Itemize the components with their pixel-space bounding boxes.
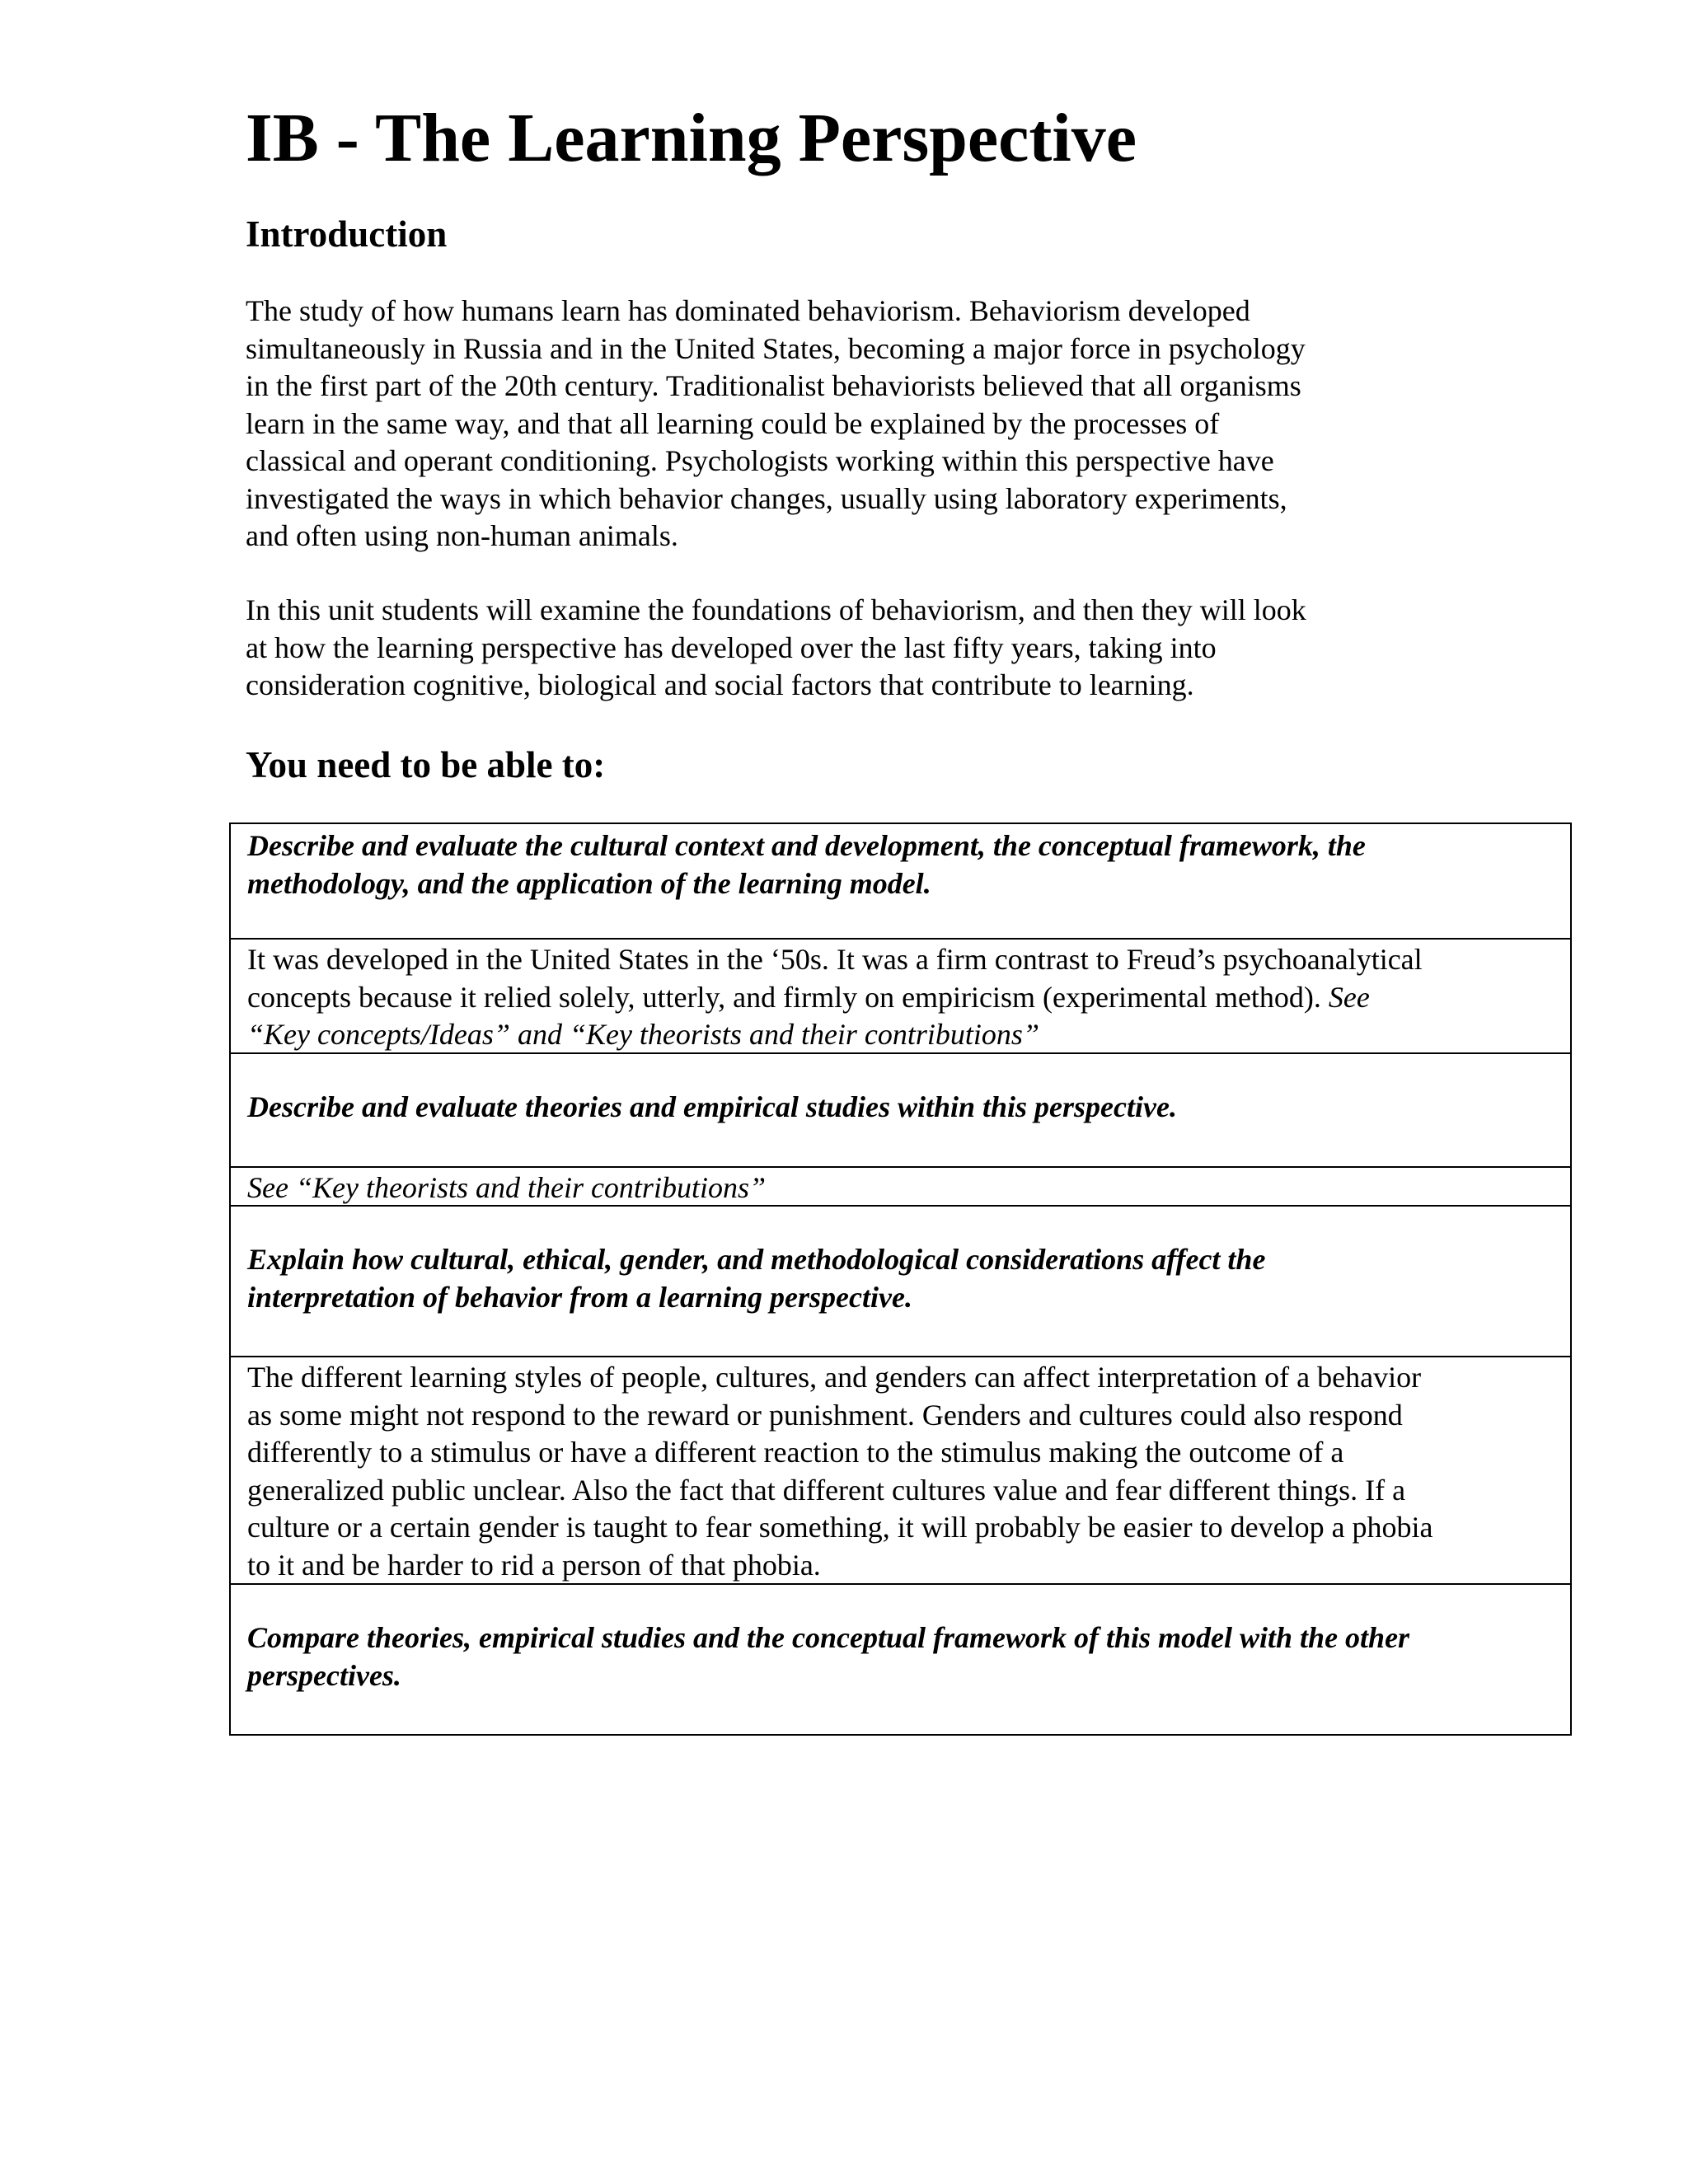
text-line: The study of how humans learn has dominated behaviorism. Behaviorism developed xyxy=(246,294,1250,327)
text-line xyxy=(247,979,1423,1017)
text-line: Describe and evaluate the cultural context and development, the conceptual framework, the xyxy=(247,829,1366,862)
text-line: interpretation of behavior from a learning perspective. xyxy=(247,1280,912,1314)
text-line: generalized public unclear. Also the fact that different cultures value and fear different things. If a xyxy=(247,1473,1406,1507)
text-line: methodology, and the application of the learning model. xyxy=(247,866,931,900)
intro-paragraph-2 xyxy=(246,592,1449,705)
answer-cell-1 xyxy=(231,940,1570,1054)
text-run: concepts because it relied solely, utterly, and firmly on empiricism (experimental method). xyxy=(247,980,1329,1014)
objective-cell-3 xyxy=(231,1207,1570,1357)
text-line: and often using non-human animals. xyxy=(246,519,678,552)
text-line: simultaneously in Russia and in the United States, becoming a major force in psychology xyxy=(246,331,1306,365)
text-line: Compare theories, empirical studies and the conceptual framework of this model with the other xyxy=(247,1621,1410,1654)
intro-heading: Introduction xyxy=(246,213,448,255)
text-line: as some might not respond to the reward or punishment. Genders and cultures could also respond xyxy=(247,1398,1403,1432)
text-line: learn in the same way, and that all learning could be explained by the processes of xyxy=(246,406,1220,440)
cross-reference: See “Key theorists and their contributions” xyxy=(247,1171,766,1204)
text-line: The different learning styles of people, cultures, and genders can affect interpretation of a behavior xyxy=(247,1361,1422,1394)
cross-reference: “Key concepts/Ideas” and “Key theorists and their contributions” xyxy=(247,1018,1039,1051)
page-title: IB - The Learning Perspective xyxy=(246,100,1137,176)
text-line: at how the learning perspective has developed over the last fifty years, taking into xyxy=(246,630,1217,664)
objective-cell-4 xyxy=(231,1585,1570,1734)
objective-cell-2 xyxy=(231,1054,1570,1168)
text-line: culture or a certain gender is taught to fear something, it will probably be easier to develop a phobia xyxy=(247,1511,1433,1544)
answer-cell-2 xyxy=(231,1168,1570,1207)
text-line: consideration cognitive, biological and social factors that contribute to learning. xyxy=(246,668,1194,701)
text-line: It was developed in the United States in the ‘50s. It was a firm contrast to Freud’s psychoanalytical xyxy=(247,943,1423,976)
text-line: Explain how cultural, ethical, gender, and methodological considerations affect the xyxy=(247,1243,1266,1276)
answer-cell-3 xyxy=(231,1357,1570,1585)
cross-reference: See xyxy=(1328,980,1370,1014)
objectives-table xyxy=(229,823,1572,1736)
text-line: differently to a stimulus or have a different reaction to the stimulus making the outcome of a xyxy=(247,1436,1344,1469)
intro-paragraph-1 xyxy=(246,293,1449,555)
text-line: in the first part of the 20th century. Traditionalist behaviorists believed that all organisms xyxy=(246,369,1301,402)
text-line: perspectives. xyxy=(247,1658,401,1692)
text-line: In this unit students will examine the foundations of behaviorism, and then they will look xyxy=(246,593,1306,626)
objective-cell-1 xyxy=(231,824,1570,940)
text-line: Describe and evaluate theories and empirical studies within this perspective. xyxy=(247,1090,1177,1123)
text-line: to it and be harder to rid a person of that phobia. xyxy=(247,1548,821,1582)
objectives-heading: You need to be able to: xyxy=(246,744,606,785)
text-line: classical and operant conditioning. Psychologists working within this perspective have xyxy=(246,444,1274,477)
text-line: investigated the ways in which behavior changes, usually using laboratory experiments, xyxy=(246,481,1287,515)
